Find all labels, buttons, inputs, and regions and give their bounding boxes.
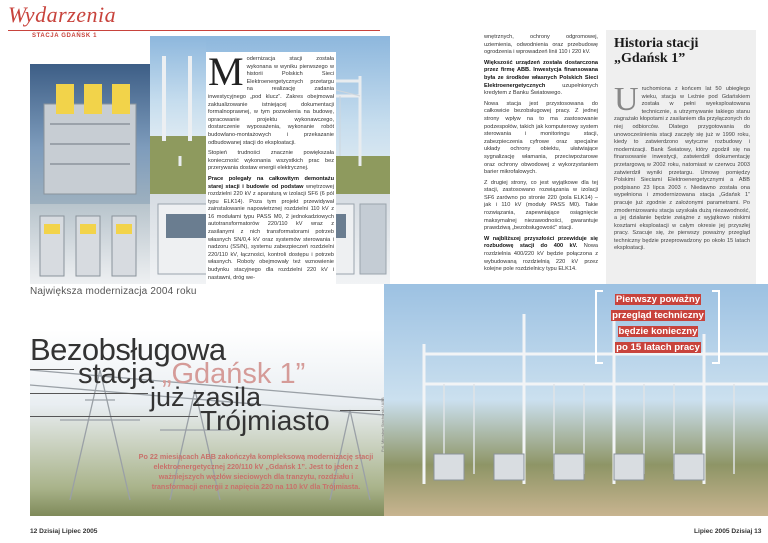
sidebar-dropcap: U (614, 81, 639, 118)
quote-line: będzie konieczny (618, 326, 698, 337)
page-footer-right: Lipiec 2005 Dzisiaj 13 (694, 528, 762, 535)
section-tag: STACJA GDAŃSK 1 (32, 33, 98, 39)
paragraph-bold: Prace polegały na całkowitym demontażu starej stacji i budowie od podstaw (208, 175, 334, 190)
headline-rule (340, 410, 380, 411)
paragraph-text: Nowa rozdzielnia 400/220 kV będzie połączona z wybudowaną rozdzielnią 220 kV przez kolejne pole rozdzielnicy typu ELK14. (484, 243, 598, 273)
photo-credit: Fot. Mirosław Stachurski / ABB (380, 397, 385, 452)
substation-illustration (384, 284, 768, 516)
headline-rule (30, 393, 148, 394)
paragraph-text: odernizacja stacji została wykonana w wyniku pierwszego w historii Polskich Sieci Elektroenergetycznych przetargu na realizację zadania inwestycyjnego „pod klucz”. Zakres obejmował zaktualizowanie istniejącej dokumentacji formalnoprawnej, w tym pozwolenia na budowę, opracowanie projektu wykonawczego, dostarczenie wyposażenia, wykonanie robót budowlano-montażowych i przekazanie odbudowanej stacji do eksploatacji. (208, 56, 334, 146)
paragraph-bold: W najbliższej przyszłości przewiduje się rozbudowę stacji do 400 kV. (484, 235, 598, 250)
headline-line-1: Bezobsługowa (30, 332, 226, 367)
article-paragraph: wnętrznych, ochrony odgromowej, uziemienia, odwodnienia oraz przebudowę ogrodzenia i wprowadzeń linii 110 i 220 kV. (484, 34, 598, 56)
article-paragraph (208, 49, 334, 147)
quote-line: Pierwszy poważny (615, 294, 701, 305)
section-rule (8, 30, 380, 31)
article-paragraph: Stopień trudności znacznie powiększała konieczność wykonania wszystkich prac bez przerywania dostaw energii elektrycznej. (208, 150, 334, 172)
headline-rule (30, 416, 198, 417)
dropcap: M (208, 49, 244, 94)
headline-word: stacja (78, 358, 154, 390)
sidebar-text (614, 81, 750, 253)
article-paragraph (208, 176, 334, 282)
quote-line: po 15 latach pracy (616, 342, 700, 353)
headline-line-3: już zasila (150, 382, 262, 412)
paragraph-bold: Większość urządzeń została dostarczona przez firmę ABB. Inwestycja finansowana była ze środków własnych Polskich Sieci Elektroenergetycznych (484, 59, 598, 89)
article-paragraph (484, 236, 598, 274)
article-kicker: Największa modernizacja 2004 roku (30, 286, 197, 297)
section-title: Wydarzenia (8, 2, 117, 27)
headline-rule (30, 369, 74, 370)
article-lead: Po 22 miesiącach ABB zakończyła kompleksową modernizację stacji elektroenergetycznej 220/110 kV „Gdańsk 1”. Jest to jeden z ważniejszych węzłów sieciowych dla tranzytu, rozdziału i transformacji energii z napięcia 220 na 110 kV dla Trójmiasta. (138, 452, 374, 491)
article-paragraph: Z drugiej strony, co jest wyjątkowe dla tej stacji, zastosowano rozwiązania w izolacji SF6 zarówno po stronie 220 (pola ELK14) – jak i 110 kV (moduły PASS M0). Takie rozwiązania, zapewniające osiągnięcie maksymalnej niezawodności, gwarantuje prawdziwą „bezobsługowość” stacji. (484, 179, 598, 232)
photo-substation-wide (384, 284, 768, 516)
quote-bracket-left (595, 290, 603, 364)
sidebar-paragraph: ruchomiona z końcem lat 50 ubiegłego wieku, stacja w Leźnie pod Gdańskiem została w pełni wyeksploatowana technicznie, a utrzymywanie takiego stanu zagrażało kłopotami z zasilaniem dla przyłączonych do niej odbiorców. Dlatego przygotowania do unowocześnienia stacji zaczęły się już w 1990 roku, kiedy to zatwierdzono wytyczne rozbudowy i modernizacji. Bank Światowy, który zgodził się na finansowanie inwestycji, zatwierdził dokumentację przetargową w 2002 roku, natomiast w czerwcu 2003 zatwierdził wyniki przetargu. Umowę pomiędzy Polskimi Sieciami Elektroenergetycznymi a ABB podpisano 23 lipca 2003 r. Niedawno została ona wypełniona i zmodernizowana stacja „Gdańsk 1” pracuje już zgodnie z założonymi parametrami. Po zmodernizowaniu stacja uzyskała dużą niezawodność, a jej działanie będzie zwiążne z wyjątkowo niskimi kosztami eksploatacji w całym okresie jej przyszłej pracy. Szacuje się, że pierwszy poważny przegląd techniczny będzie przeprowadzony po około 15 latach eksploatacji. (614, 86, 750, 252)
photo-transformer (30, 64, 150, 204)
sidebar-title: Historia stacji „Gdańsk 1” (614, 36, 699, 66)
insulator-illustration (150, 36, 206, 156)
article-column-2-text (484, 34, 598, 277)
quote-line: przegląd techniczny (612, 310, 704, 321)
paragraph-text: uzupełnionych kredytem z Banku Światowego. (484, 82, 598, 97)
article-paragraph (484, 60, 598, 98)
article-column-1-text (208, 49, 334, 285)
quote-bracket-right (712, 290, 720, 364)
article-paragraph: Nowa stacja jest przystosowana do całkowicie bezobsługowej pracy. Z jednej strony wpływ na to ma zastosowanie podzespołów, takich jak komputerowy system sterowania i monitoringu stacji, zabezpieczenia cyfrowe oraz specjalne układy ochrony obiektu, ułatwiające sygnalizację włamania, przeciwpożarowe oraz ochrony obwodowej z wykorzystaniem barier mikrofalowych. (484, 100, 598, 176)
page-footer-left: 12 Dzisiaj Lipiec 2005 (30, 528, 98, 535)
headline-line-4: Trójmiasto (200, 405, 330, 436)
paragraph-text: wnętrzowej rozdzielni 220 kV z aparaturą w izolacji SF6 (6 pól typu ELK14). Poza tym projekt przewidywał zainstalowanie napowietrznej rozdzielni 110 kV z 16 modułami typu PASS M0, 2 jednokadziowych autotransformatorów 220/110 kV wraz z zasilanymi z nich transformatorami potrzeb własnych SN/0,4 kV oraz systemów sterowania i nadzoru (SS/N), systemu zabezpieczeń rozdzielni 220/110 kV, łączności, kontroli dostępu i potrzeb własnych. Roboty obejmowały też wznowienie budynku stacyjnego dla rozdzielni 220 kV i nastawni, dróg we- (208, 183, 334, 281)
headline-accent: „Gdańsk 1” (161, 358, 306, 390)
transformer-illustration (30, 64, 150, 204)
photo-insulators (150, 36, 206, 156)
pull-quote (606, 292, 710, 356)
photo-gis-switchgear (30, 204, 150, 284)
gis-illustration (30, 204, 150, 284)
